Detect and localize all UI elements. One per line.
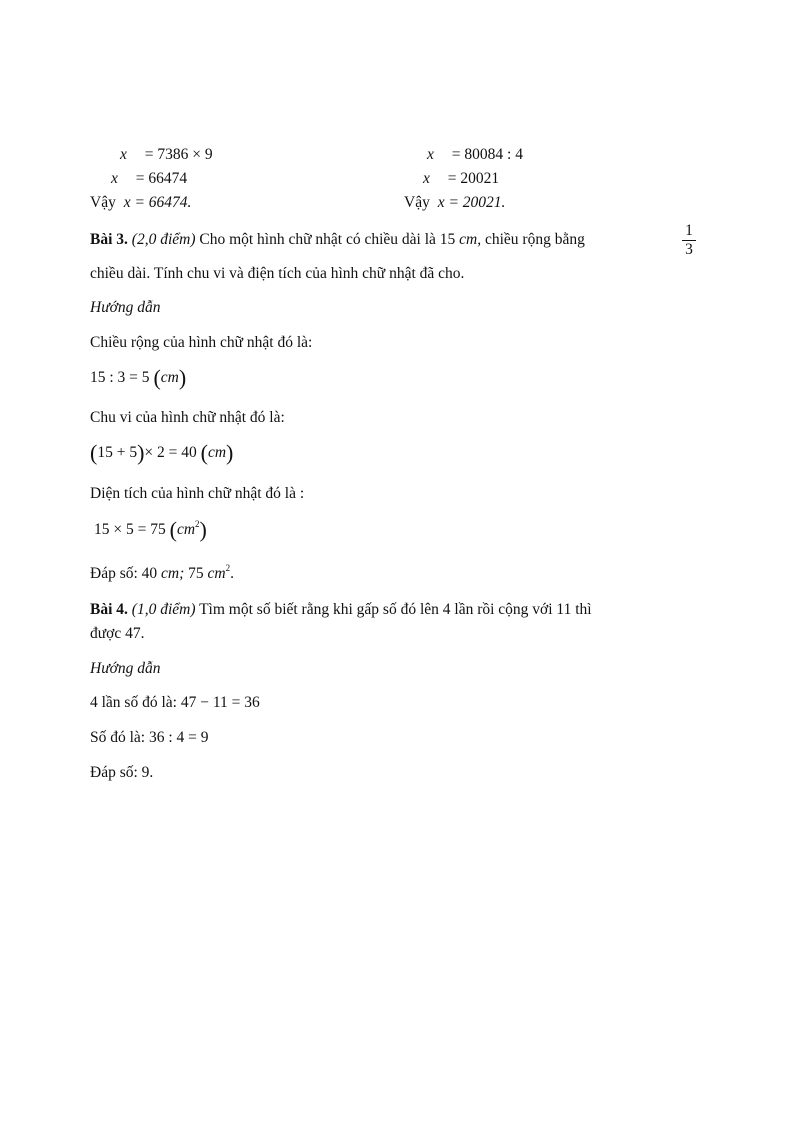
bai3-title: Bài 3.: [90, 231, 128, 248]
answer-unit-2: cm: [207, 565, 226, 582]
calc-unit: cm: [176, 521, 196, 538]
right-solution-line-3: [404, 193, 505, 213]
bai4-guide-heading: Hướng dẫn: [90, 660, 161, 677]
conclusion-prefix: Vậy: [90, 194, 116, 211]
expression: = 20021: [447, 170, 500, 187]
bai4-step-1: [90, 693, 260, 713]
left-solution-line-1: [120, 145, 213, 165]
fraction-numerator: 1: [682, 222, 696, 241]
right-solution-line-2: [423, 169, 499, 189]
bai4-step-2: [90, 728, 209, 748]
bai3-perimeter-calc: (15 + 5)× 2 = 40 (cm): [90, 440, 234, 465]
bai3-area-calc: 15 × 5 = 75 $(cm^2)$: [94, 517, 207, 542]
bai3-width-calc: 15 : 3 = 5 (cm): [90, 365, 187, 390]
calc-expression: 15 : 3 = 5: [90, 369, 150, 386]
bai3-step-perimeter-label: Chu vi của hình chữ nhật đó là:: [90, 409, 285, 426]
bai4-problem-line-2: được 47.: [90, 625, 145, 642]
answer-exponent: 2: [225, 563, 231, 573]
variable-x: x: [120, 146, 127, 163]
calc-expression: × 2 = 40: [144, 444, 197, 461]
calc-unit: cm: [207, 444, 227, 461]
bai3-guide-heading: Hướng dẫn: [90, 299, 161, 316]
left-solution-line-3: [90, 193, 191, 213]
bai3-text-b: chiều rộng bằng: [484, 231, 585, 248]
step-label: 4 lần số đó là:: [90, 694, 177, 711]
calc-exponent: 2: [195, 519, 200, 529]
bai3-step-width-label: Chiều rộng của hình chữ nhật đó là:: [90, 334, 313, 351]
calc-expression: 15 × 5 = 75: [94, 521, 166, 538]
step-label: Số đó là:: [90, 729, 146, 746]
bai3-text-a: Cho một hình chữ nhật có chiều dài là 15: [199, 231, 456, 248]
answer-value-2: 75: [188, 565, 204, 582]
bai3-problem-line-2: chiều dài. Tính chu vi và điện tích của hình chữ nhật đã cho.: [90, 265, 465, 282]
left-solution-line-2: [111, 169, 187, 189]
bai3-problem-line-1: [90, 230, 585, 250]
calc-unit: cm: [160, 369, 179, 386]
conclusion-expression: x = 20021.: [437, 194, 506, 211]
variable-x: x: [427, 146, 434, 163]
conclusion-expression: x = 66474.: [123, 194, 192, 211]
bai4-points: (1,0 điểm): [131, 601, 196, 618]
expression: = 80084 : 4: [451, 146, 523, 163]
bai4-text-a: Tìm một số biết rằng khi gấp số đó lên 4 lần rồi cộng với 11 thì: [199, 601, 592, 618]
variable-x: x: [111, 170, 118, 187]
answer-prefix: Đáp số: 40: [90, 565, 158, 582]
conclusion-prefix: Vậy: [404, 194, 430, 211]
expression: = 66474: [135, 170, 188, 187]
bai3-answer: [90, 564, 234, 584]
bai4-answer: Đáp số: 9.: [90, 764, 154, 781]
calc-inner: 15 + 5: [97, 444, 138, 461]
bai3-unit: cm,: [459, 231, 482, 248]
bai3-points: (2,0 điểm): [131, 231, 196, 248]
answer-unit-1: cm;: [161, 565, 185, 582]
fraction-one-third: [682, 222, 696, 259]
right-solution-line-1: [427, 145, 523, 165]
bai4-problem-line-1: [90, 600, 592, 620]
step-calc: 47 − 11 = 36: [180, 694, 260, 711]
bai4-title: Bài 4.: [90, 601, 128, 618]
variable-x: x: [423, 170, 430, 187]
fraction-denominator: 3: [685, 241, 693, 258]
answer-period: .: [230, 565, 234, 582]
step-calc: 36 : 4 = 9: [149, 729, 209, 746]
bai3-step-area-label: Diện tích của hình chữ nhật đó là :: [90, 485, 305, 502]
expression: = 7386 × 9: [144, 146, 213, 163]
